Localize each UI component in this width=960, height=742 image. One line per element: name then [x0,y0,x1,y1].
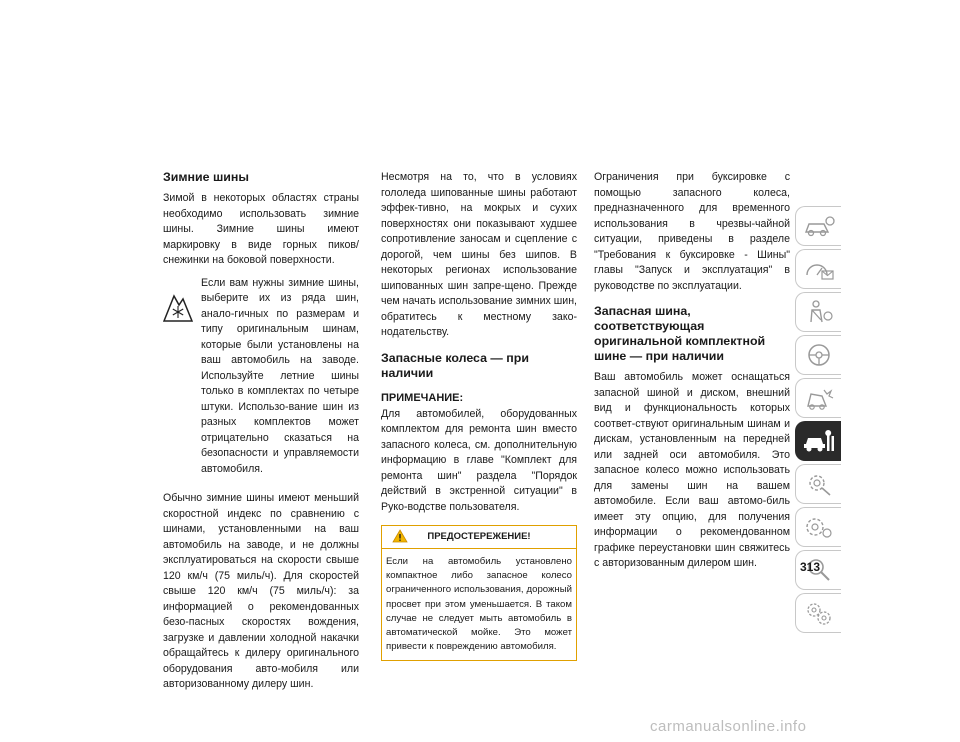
car-info-icon [802,212,836,240]
section-heading-winter-tires: Зимние шины [163,170,249,184]
mountain-snowflake-icon [163,290,193,322]
tab-languages[interactable] [795,593,841,633]
tab-multimedia[interactable] [795,507,841,547]
dashboard-mail-icon [802,255,836,283]
left-column [163,170,359,700]
warning-title: ПРЕДОСТЕРЕЖЕНИЕ! [427,530,531,542]
wrench-gear-icon [802,470,836,498]
tab-dashboard[interactable] [795,249,841,289]
watermark: carmanualsonline.info [650,718,807,735]
paragraph: Ограничения при буксировке с помощью запасного колеса, предназначенного для временного использования в чрезвы-чайной ситуации, приведены в разделе "Требования к буксировке - Шины" главы "Запуск и эксплуатация" в руководстве по эксплуатации. [594,171,790,292]
warning-text: Если на автомобиль установлено компактное либо запасное колесо ограниченного использования, дорожный просвет при этом уменьшается. В таком случае не следует мыть автомобиль в автоматической мойке. Это может привести к повреждению автомобиля. [386,556,572,653]
section-heading-spare-wheels: Запасные колеса — при наличии [381,350,529,380]
snowflake-note [163,276,359,485]
car-crash-icon [802,384,836,412]
paragraph: Несмотря на то, что в условиях гололеда шипованные шины работают эффек-тивно, на мокрых и сухих поверхностях они показывают худшее сопротивление заносам и сцепление с дорогой, чем шины без шипов. В некоторых регионах использование шипованных шин запре-щено. Прежде чем начать использование зимних шин, обратитесь к местному зако-нодательству. [381,171,577,338]
car-service-tools-icon [802,427,836,455]
tab-driving[interactable] [795,335,841,375]
middle-column [381,170,577,661]
paragraph: Обычно зимние шины имеют меньший скоростной индекс по сравнению с шинами, установленными на ваш автомобиль на заводе, и не должны эксплуатироваться на скорости свыше 120 км/ч (75 миль/ч). Для скоростей свыше 120 км/ч (75 миль/ч): за информацией о рекомендованных безо-пасных скоростях вождения, загрузке и давлении холодной накачки обращайтесь к дилеру оригинального оборудования авто-мобиля или авторизованному дилеру шин. [163,492,359,690]
note-text: Для автомобилей, оборудованных комплектом для ремонта шин вместо запасного колеса, см. дополнительную информацию в главе "Комплект для ремонта шин" раздела "Порядок действий в экстренной ситуации" в Руко-водстве пользователя. [381,407,577,513]
page-number: 313 [800,560,821,574]
right-column [594,170,790,579]
warning-header [382,526,576,549]
tab-emergency[interactable] [795,378,841,418]
tab-vehicle-intro[interactable] [795,206,841,246]
tab-technical[interactable] [795,464,841,504]
warning-box [381,525,577,661]
tab-servicing[interactable] [795,421,841,461]
steering-wheel-icon [802,341,836,369]
tab-safety[interactable] [795,292,841,332]
language-gears-icon [802,599,836,627]
paragraph: Если вам нужны зимние шины, выберите их из ряда шин, анало-гичных по размерам и типу оригинальным шинам, которые были установлены на ваш автомобиль на заводе. Используйте летние шины только в комплектах по четыре штуки. Использо-вание шин из разных комплектов может отрицательно сказаться на безопасности и управляемости автомобиля. [201,276,359,475]
paragraph: Зимой в некоторых областях страны необходимо использовать зимние шины. Зимние шины имеют маркировку в виде горных пиков/снежинки на боковой поверхности. [163,192,359,266]
warning-triangle-icon [392,529,408,543]
gear-tools-icon [802,513,836,541]
seatbelt-icon [802,298,836,326]
note-title: ПРИМЕЧАНИЕ: [381,391,464,404]
paragraph: Ваш автомобиль может оснащаться запасной шиной и диском, внешний вид и функциональность которых соответ-ствуют оригинальным шинам и дискам, установленным на передней или задней оси автомобиля. Это запасное колесо можно использовать для замены шин на вашем автомобиле. Если ваш автомо-биль имеет эту опцию, для получения информации о рекомендованном графике переустановки шин свяжитесь с авторизованным дилером шин. [594,371,790,569]
section-heading-matching-spare: Запасная шина, соответствующая оригинальной комплектной шине — при наличии [594,304,766,363]
